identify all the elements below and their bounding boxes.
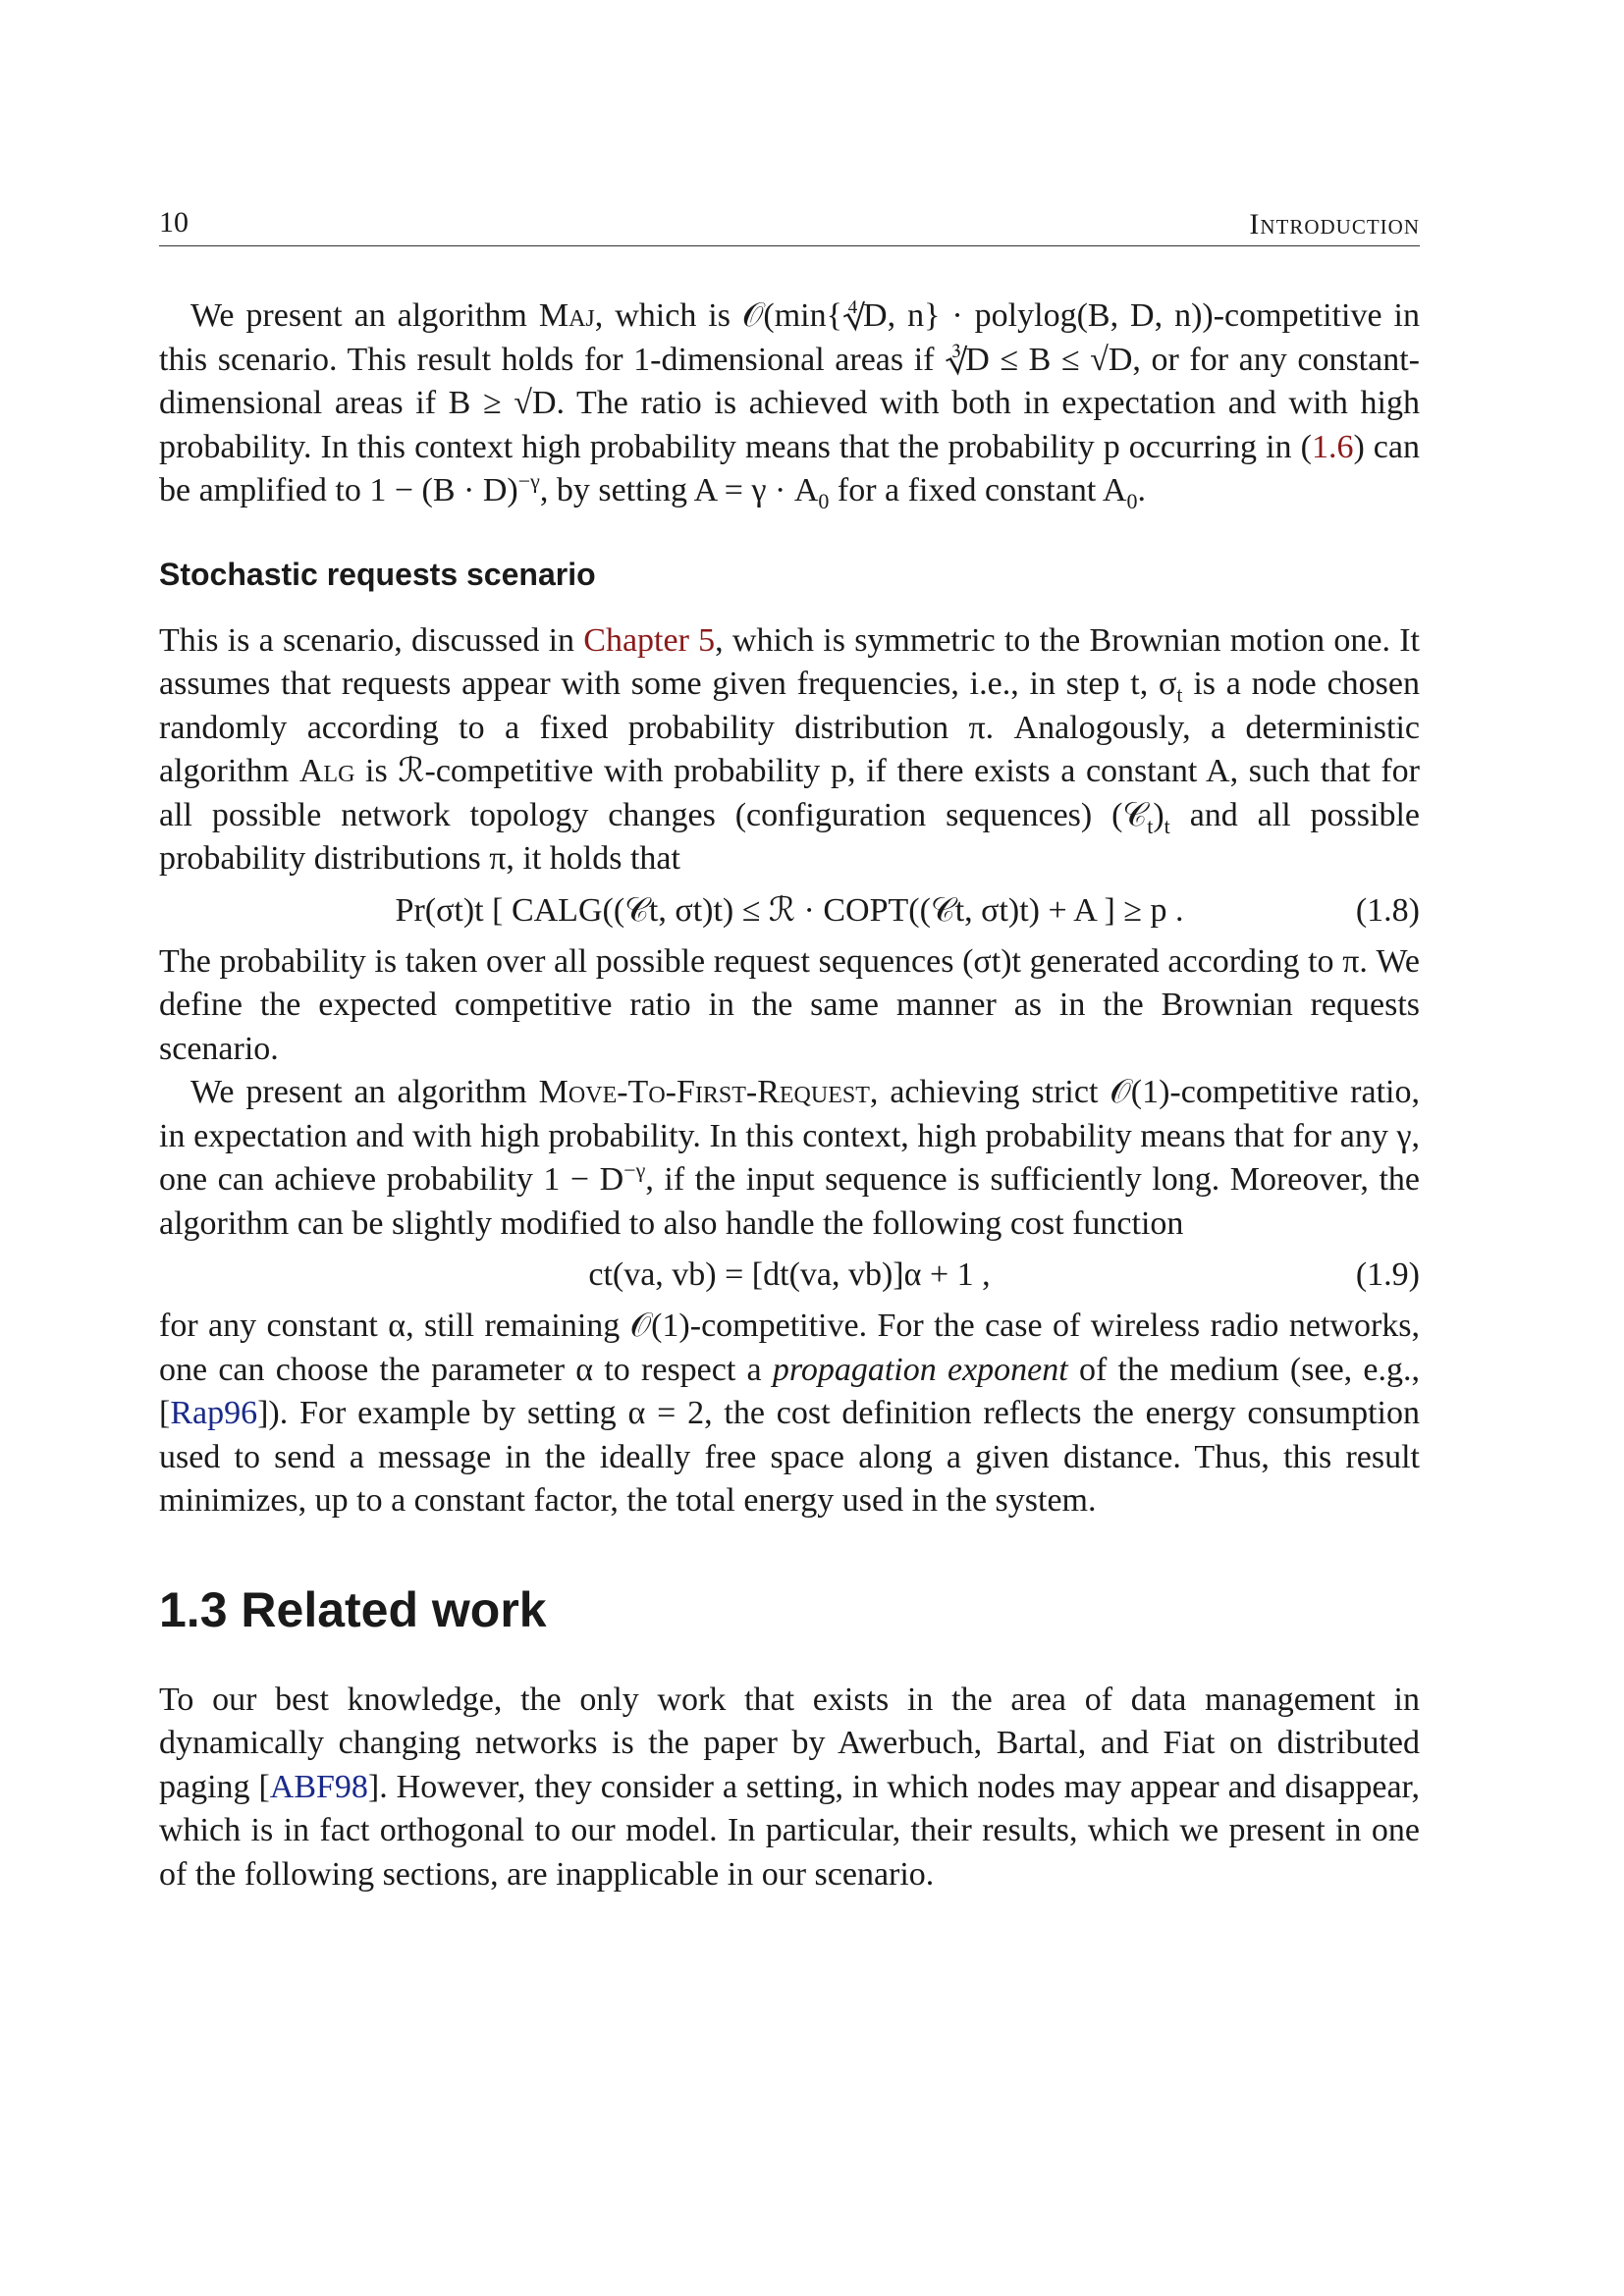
equation-1-9: ct(va, vb) = [dt(va, vb)]α + 1 , (1.9) <box>159 1246 1420 1305</box>
citation-rap96[interactable]: Rap96 <box>170 1395 258 1431</box>
subsection-title-stochastic: Stochastic requests scenario <box>159 556 596 592</box>
paragraph-stochastic-intro: This is a scenario, discussed in Chapter 5, which is symmetric to the Brownian motion one. It assumes that requests appear with some given frequencies, i.e., in step t, $\sigma_t$ is a node chosen randomly according to a fixed probability distribution π. Analogously, a deterministic algorithm Alg is ℛ-competitive with probability p, if there exists a constant A, such that for all possible network topology changes (configuration sequences) $(𝒞_t)_t$ and all possible probability distributions π, it holds that <box>159 621 1421 877</box>
page-number: 10 <box>159 206 189 239</box>
algorithm-name-alg: Alg <box>298 753 355 789</box>
section-title-related-work: 1.3 Related work <box>159 1581 547 1637</box>
page-header <box>159 206 1420 246</box>
paragraph-wireless: for any constant α, still remaining 𝒪(1)-competitive. For the case of wireless radio networks, one can choose the parameter α to respect a propagation exponent of the medium (see, e.g., [Rap96]). For example by setting α = 2, the cost definition reflects the energy consumption used to send a message in the ideally free space along a given distance. Thus, this result minimizes, up to a constant factor, the total energy used in the system. <box>159 1308 1420 1519</box>
equation-ref-1-6[interactable]: 1.6 <box>1311 428 1354 465</box>
chapter-5-link[interactable]: Chapter 5 <box>583 621 716 659</box>
page-body <box>159 294 1420 1896</box>
equation-1-8: Pr(σt)t [ CALG((𝒞t, σt)t) ≤ ℛ · COPT((𝒞t, σt)t) + A ] ≥ p . (1.8) <box>159 881 1420 940</box>
paragraph-move-to-first-request: We present an algorithm Move-To-First-Request, achieving strict 𝒪(1)-competitive ratio, in expectation and with high probability. In this context, high probability means that for any γ, one can achieve probability $1 - D^{-\gamma}$, if the input sequence is sufficiently long. Moreover, the algorithm can be slightly modified to also handle the following cost function <box>159 1074 1420 1242</box>
running-title: Introduction <box>1249 208 1420 240</box>
paragraph-related-work: To our best knowledge, the only work that exists in the area of data management in dynamically changing networks is the paper by Awerbuch, Bartal, and Fiat on distributed paging [ABF98]. However, they consider a setting, in which nodes may appear and disappear, which is in fact orthogonal to our model. In particular, their results, which we present in one of the following sections, are inapplicable in our scenario. <box>159 1681 1420 1893</box>
citation-abf98[interactable]: ABF98 <box>269 1768 368 1805</box>
algorithm-name-maj: Maj <box>538 297 595 334</box>
equation-number: (1.8) <box>1355 891 1420 929</box>
algorithm-name-mtfr: Move-To-First-Request <box>538 1074 870 1110</box>
paragraph-probability: The probability is taken over all possible request sequences (σt)t generated according to π. We define the expected competitive ratio in the same manner as in the Brownian requests scenario. <box>159 942 1420 1067</box>
equation-number: (1.9) <box>1355 1256 1420 1293</box>
paragraph-maj: We present an algorithm Maj, which is 𝒪(min{∜D, n} · polylog(B, D, n))-competitive in this scenario. This result holds for 1-dimensional areas if ∛D ≤ B ≤ √D, or for any constant-dimensional areas if B ≥ √D. The ratio is achieved with both in expectation and with high probability. In this context high probability means that the probability p occurring in (1.6) can be amplified to $1 - (B \cdot D)^{-\gamma}$, by setting $A = \gamma \cdot A_0$ for a fixed constant $A_0$. <box>159 297 1420 513</box>
